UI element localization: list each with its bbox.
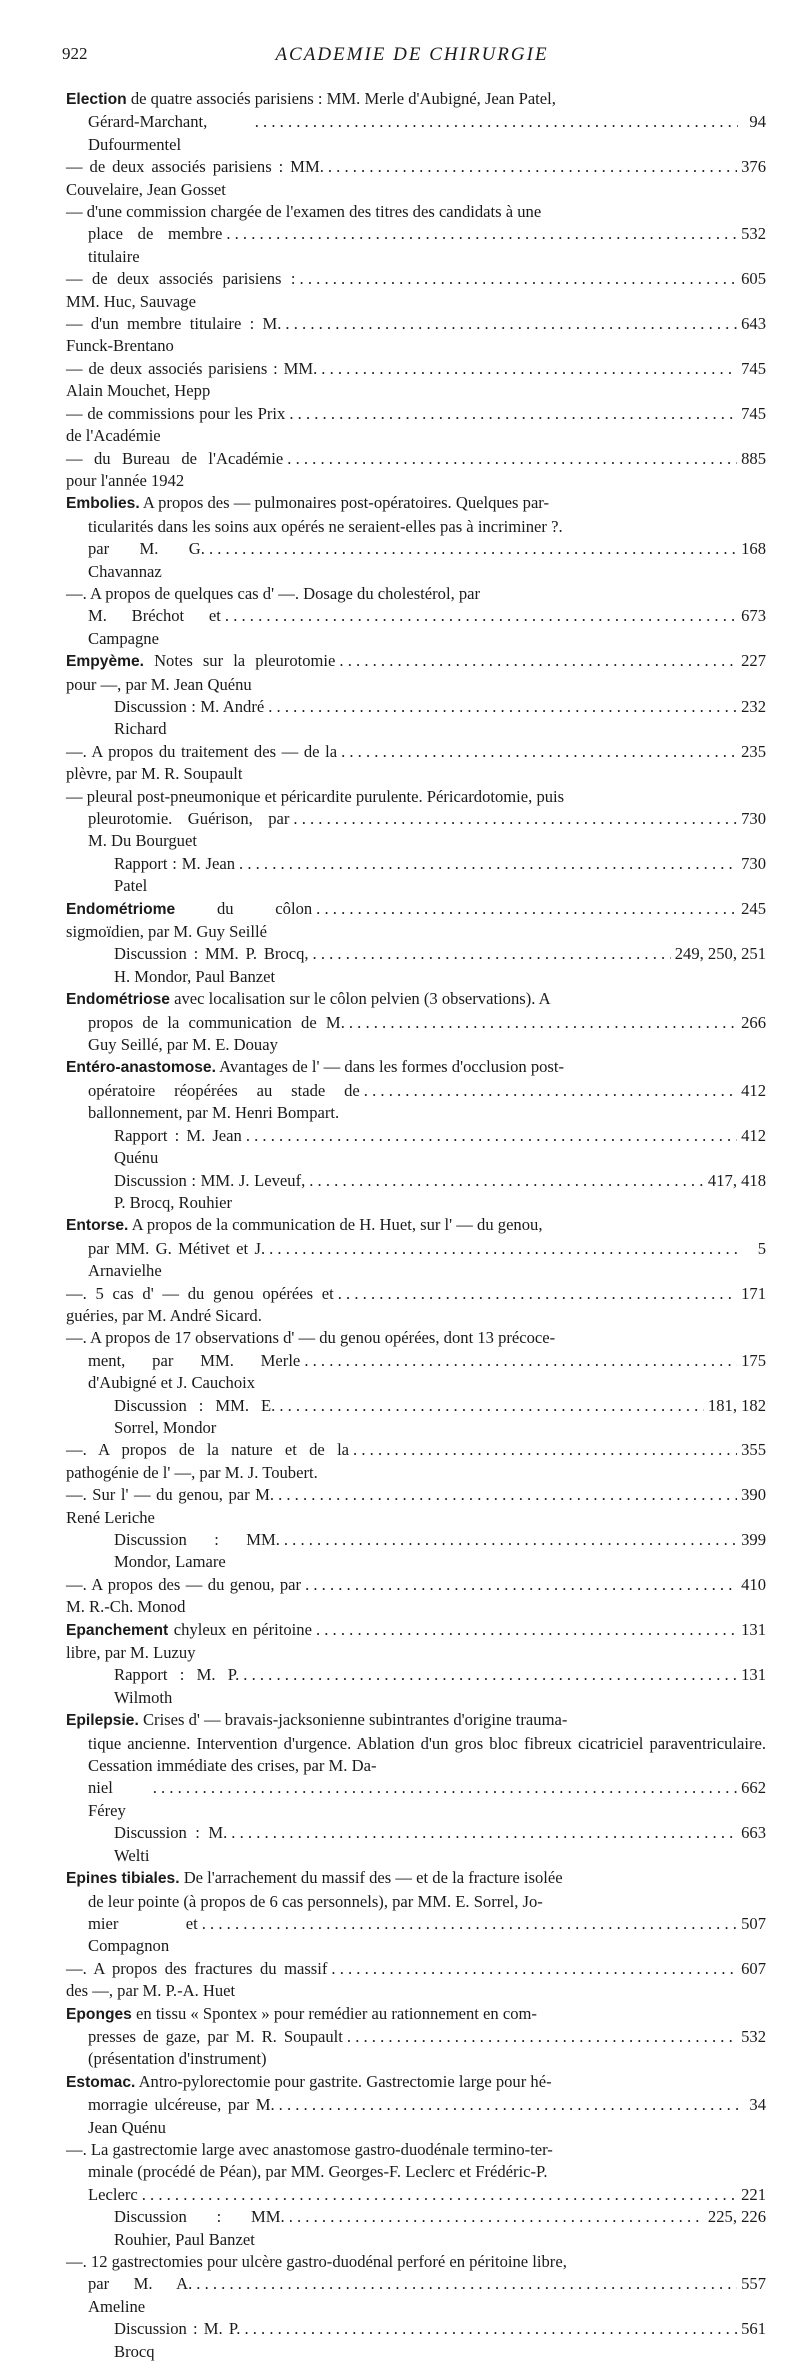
page-reference: 663 — [741, 1823, 766, 1843]
index-entry — [66, 583, 766, 650]
index-entry — [66, 1867, 766, 1958]
leader-dots — [300, 268, 738, 290]
entry-text: —. A propos du traitement des — de la plèvre, par M. R. Soupault — [66, 741, 338, 784]
leader-dots — [331, 1958, 737, 1980]
entry-text: — pleural post-pneumonique et péricardite purulente. Péricardotomie, puis — [66, 786, 565, 806]
index-entry — [66, 313, 766, 358]
index-entry — [66, 1958, 766, 2003]
page-reference: 168 — [741, 539, 766, 559]
entry-text: —. A propos des fractures du massif des —, par M. P.-A. Huet — [66, 1958, 328, 2001]
entry-heading: Election — [66, 91, 127, 108]
index-entry — [66, 1283, 766, 1328]
entry-text: Notes sur la pleurotomie pour —, par M. Jean Quénu — [66, 651, 336, 694]
index-entry — [66, 2318, 766, 2363]
page-reference: 266 — [741, 1012, 766, 1032]
index-entry — [66, 988, 766, 1056]
entry-heading: Entorse. — [66, 1217, 129, 1235]
page-reference: 171 — [741, 1283, 766, 1303]
page-reference: 399 — [741, 1530, 766, 1549]
entry-text: Crises d' — bravais-jacksonienne subintrantes d'origine trauma- — [142, 1710, 568, 1730]
leader-dots — [285, 313, 737, 335]
page-number: 922 — [62, 44, 88, 63]
entry-text: —. 12 gastrectomies pour ulcère gastro-duodénal perforé en péritoine libre, — [66, 2252, 567, 2271]
leader-dots — [289, 2206, 704, 2228]
leader-dots — [353, 1439, 737, 1461]
leader-dots — [153, 1777, 737, 1799]
page-reference: 412 — [741, 1125, 766, 1145]
page-reference: 232 — [741, 696, 766, 716]
entry-text: A propos de la communication de H. Huet, sur l' — du genou, — [131, 1215, 543, 1235]
entry-text: Discussion : M. André Richard — [114, 696, 265, 739]
entry-text: — d'un membre titulaire : M. Funck-Brentano — [66, 314, 282, 356]
index-entry — [66, 1664, 766, 1709]
entry-text: de quatre associés parisiens : MM. Merle d'Aubigné, Jean Patel, — [130, 89, 556, 108]
entry-heading: Endométriose — [66, 991, 170, 1009]
entry-text: — de commissions pour les Prix de l'Académie — [66, 403, 286, 446]
index-entry — [66, 898, 766, 944]
index-entry — [66, 1439, 766, 1484]
entry-text: du côlon sigmoïdien, par M. Guy Seillé — [66, 898, 313, 942]
leader-dots — [341, 741, 737, 763]
index-entry — [66, 88, 766, 156]
subject-index — [66, 88, 766, 2363]
page-reference: 417, 418 — [707, 1170, 766, 1190]
page-reference: 221 — [741, 2184, 766, 2204]
page-reference: 561 — [741, 2319, 766, 2339]
leader-dots — [316, 898, 737, 920]
leader-dots — [225, 605, 737, 627]
page-reference: 730 — [741, 809, 766, 828]
entry-text: par M. A. Ameline — [88, 2274, 193, 2316]
leader-dots — [349, 1012, 737, 1034]
leader-dots — [226, 223, 737, 245]
entry-text: opératoire réopérées au stade de ballonnement, par M. Henri Bompart. — [88, 1080, 360, 1123]
page-title: ACADEMIE DE CHIRURGIE — [275, 44, 549, 65]
entry-text: par MM. G. Métivet et J. Arnavielhe — [88, 1238, 266, 1281]
index-entry — [66, 1619, 766, 1665]
leader-dots — [339, 650, 737, 672]
index-entry — [66, 1822, 766, 1867]
index-entry — [66, 403, 766, 448]
page-reference: 225, 226 — [707, 2207, 766, 2227]
leader-dots — [313, 943, 671, 965]
entry-text: Discussion : M. Welti — [114, 1823, 228, 1865]
entry-text: place de membre titulaire — [88, 224, 223, 266]
leader-dots — [244, 2318, 737, 2340]
page-reference: 662 — [741, 1778, 766, 1798]
leader-dots — [328, 156, 737, 178]
index-entry — [66, 448, 766, 493]
entry-text: Rapport : M. Jean Quénu — [114, 1125, 242, 1168]
index-entry — [66, 1395, 766, 1440]
leader-dots — [338, 1283, 737, 1305]
page-reference: 532 — [741, 2026, 766, 2046]
entry-text: chyleux en péritoine libre, par M. Luzuy — [66, 1619, 312, 1663]
index-entry — [66, 156, 766, 201]
leader-dots — [246, 1125, 737, 1147]
page-reference: 227 — [741, 651, 766, 671]
leader-dots — [279, 1395, 704, 1417]
page-reference: 235 — [741, 741, 766, 761]
index-entry — [66, 853, 766, 898]
entry-text: —. Sur l' — du genou, par M. René Leriche — [66, 1485, 275, 1527]
index-entry — [66, 943, 766, 988]
entry-text: Discussion : MM. Rouhier, Paul Banzet — [114, 2207, 285, 2249]
page-reference: 507 — [741, 1913, 766, 1933]
entry-text: A propos des — pulmonaires post-opératoires. Quelques par- — [142, 493, 550, 513]
entry-text: Avantages de l' — dans les formes d'occlusion post- — [219, 1057, 565, 1077]
entry-text: — de deux associés parisiens : MM. Couvelaire, Jean Gosset — [66, 157, 324, 199]
page-reference: 94 — [749, 112, 766, 132]
leader-dots — [202, 1913, 737, 1935]
index-entry — [66, 1125, 766, 1170]
leader-dots — [305, 1574, 737, 1596]
entry-text: Discussion : MM. Mondor, Lamare — [114, 1530, 280, 1572]
entry-text: ment, par MM. Merle d'Aubigné et J. Cauchoix — [88, 1350, 301, 1393]
index-entry — [66, 2071, 766, 2139]
index-entry — [66, 1709, 766, 1822]
page-reference: 745 — [741, 358, 766, 378]
entry-text: minale (procédé de Péan), par MM. Georges-F. Leclerc et Frédéric-P. — [88, 2162, 548, 2182]
leader-dots — [231, 1822, 737, 1844]
index-entry — [66, 1574, 766, 1619]
index-entry — [66, 358, 766, 403]
entry-text: Antro-pylorectomie pour gastrite. Gastrectomie large pour hé- — [138, 2071, 552, 2091]
page-reference: 131 — [741, 1619, 766, 1639]
entry-text: De l'arrachement du massif des — et de la fracture isolée — [183, 1868, 563, 1888]
index-entry — [66, 1214, 766, 1282]
index-entry — [66, 2003, 766, 2071]
entry-text: Rapport : M. P. Wilmoth — [114, 1665, 240, 1707]
entry-text: presses de gaze, par M. R. Soupault (présentation d'instrument) — [88, 2026, 343, 2069]
page-reference: 175 — [741, 1350, 766, 1370]
page-reference: 355 — [741, 1440, 766, 1460]
entry-text: ticularités dans les soins aux opérés ne seraient-elles pas à incriminer ?. — [88, 516, 563, 536]
entry-text: Leclerc — [88, 2184, 138, 2204]
entry-heading: Eponges — [66, 2005, 132, 2023]
leader-dots — [243, 1664, 737, 1686]
leader-dots — [209, 538, 737, 560]
entry-text: morragie ulcéreuse, par M. Jean Quénu — [88, 2095, 275, 2137]
index-entry — [66, 786, 766, 853]
leader-dots — [269, 1238, 738, 1260]
page-reference: 730 — [741, 853, 766, 873]
entry-text: propos de la communication de M. Guy Seillé, par M. E. Douay — [88, 1012, 345, 1055]
leader-dots — [278, 1484, 737, 1506]
entry-text: par M. G. Chavannaz — [88, 539, 205, 581]
page-reference: 410 — [741, 1574, 766, 1594]
entry-heading: Epilepsie. — [66, 1712, 139, 1730]
entry-text: de leur pointe (à propos de 6 cas personnels), par MM. E. Sorrel, Jo- — [88, 1891, 543, 1911]
page-header — [62, 44, 762, 74]
index-entry — [66, 1170, 766, 1215]
leader-dots — [309, 1170, 704, 1192]
entry-heading: Epanchement — [66, 1621, 169, 1639]
page-reference: 745 — [741, 403, 766, 423]
index-entry — [66, 2251, 766, 2318]
entry-text: Discussion : M. P. Brocq — [114, 2319, 241, 2361]
index-entry — [66, 1327, 766, 1394]
page-reference: 412 — [741, 1080, 766, 1100]
entry-text: —. A propos de quelques cas d' —. Dosage du cholestérol, par — [66, 583, 481, 603]
entry-text: M. Bréchot et Campagne — [88, 606, 221, 648]
entry-text: —. A propos de 17 observations d' — du genou opérées, dont 13 précoce- — [66, 1328, 556, 1348]
index-entry — [66, 741, 766, 786]
leader-dots — [364, 1080, 737, 1102]
leader-dots — [287, 448, 737, 470]
leader-dots — [289, 403, 737, 425]
page-reference: 390 — [741, 1485, 766, 1505]
page-reference: 532 — [741, 224, 766, 244]
entry-text: —. 5 cas d' — du genou opérées et guéries, par M. André Sicard. — [66, 1283, 334, 1325]
entry-text: — de deux associés parisiens : MM. Alain Mouchet, Hepp — [66, 358, 318, 401]
index-entry — [66, 492, 766, 583]
entry-text: Rapport : M. Jean Patel — [114, 853, 236, 896]
entry-heading: Endométriome — [66, 900, 176, 918]
index-entry — [66, 1056, 766, 1124]
page-reference: 643 — [741, 314, 766, 334]
page-reference: 605 — [741, 269, 766, 289]
entry-text: Discussion : MM. E. Sorrel, Mondor — [114, 1395, 276, 1437]
index-entry — [66, 696, 766, 741]
entry-text: Discussion : MM. J. Leveuf, P. Brocq, Rouhier — [114, 1170, 306, 1212]
entry-heading: Empyème. — [66, 653, 145, 671]
page-reference: 181, 182 — [707, 1395, 766, 1415]
leader-dots — [284, 1529, 737, 1551]
leader-dots — [268, 696, 737, 718]
leader-dots — [316, 1619, 737, 1641]
entry-heading: Estomac. — [66, 2073, 136, 2091]
page-reference: 34 — [749, 2095, 766, 2115]
entry-heading: Entéro-anastomose. — [66, 1059, 216, 1077]
page-reference: 607 — [741, 1958, 766, 1978]
entry-text: niel Férey — [88, 1778, 126, 1820]
entry-text: tique ancienne. Intervention d'urgence. Ablation d'un gros bloc fibreux cicatriciel paraventriculaire. Cessation immédiate des crises, par M. Da- — [88, 1733, 766, 1776]
entry-heading: Epines tibiales. — [66, 1870, 180, 1888]
leader-dots — [239, 853, 737, 875]
leader-dots — [255, 111, 738, 133]
leader-dots — [196, 2273, 737, 2295]
entry-text: avec localisation sur le côlon pelvien (3 observations). A — [174, 989, 551, 1009]
page-reference: 245 — [741, 898, 766, 918]
entry-heading: Embolies. — [66, 495, 140, 513]
page-reference: 5 — [757, 1238, 766, 1258]
index-entry — [66, 2139, 766, 2206]
index-entry — [66, 1484, 766, 1529]
entry-text: Gérard-Marchant, Dufourmentel — [88, 112, 208, 154]
leader-dots — [279, 2094, 738, 2116]
index-entry — [66, 268, 766, 313]
leader-dots — [347, 2026, 737, 2048]
page-reference: 673 — [741, 606, 766, 626]
page-reference: 885 — [741, 448, 766, 468]
entry-text: — d'une commission chargée de l'examen des titres des candidats à une — [66, 202, 542, 222]
page-reference: 376 — [741, 157, 766, 177]
entry-text: mier et Compagnon — [88, 1913, 198, 1956]
entry-text: —. A propos de la nature et de la pathogénie de l' —, par M. J. Toubert. — [66, 1440, 350, 1482]
leader-dots — [304, 1350, 737, 1372]
entry-text: Discussion : MM. P. Brocq, H. Mondor, Paul Banzet — [114, 944, 309, 986]
index-entry — [66, 1529, 766, 1574]
index-entry — [66, 2206, 766, 2251]
entry-text: en tissu « Spontex » pour remédier au rationnement en com- — [136, 2003, 537, 2023]
index-entry — [66, 201, 766, 268]
leader-dots — [293, 808, 737, 830]
page-reference: 131 — [741, 1665, 766, 1685]
entry-text: —. La gastrectomie large avec anastomose gastro-duodénale termino-ter- — [66, 2139, 553, 2159]
index-entry — [66, 650, 766, 696]
page-reference: 557 — [741, 2274, 766, 2294]
entry-text: pleurotomie. Guérison, par M. Du Bourguet — [88, 809, 290, 851]
entry-text: —. A propos des — du genou, par M. R.-Ch. Monod — [66, 1574, 302, 1617]
entry-text: — de deux associés parisiens : MM. Huc, Sauvage — [66, 269, 296, 311]
page-reference: 249, 250, 251 — [674, 944, 766, 964]
leader-dots — [142, 2184, 737, 2206]
entry-text: — du Bureau de l'Académie pour l'année 1942 — [66, 448, 284, 490]
leader-dots — [321, 358, 737, 380]
